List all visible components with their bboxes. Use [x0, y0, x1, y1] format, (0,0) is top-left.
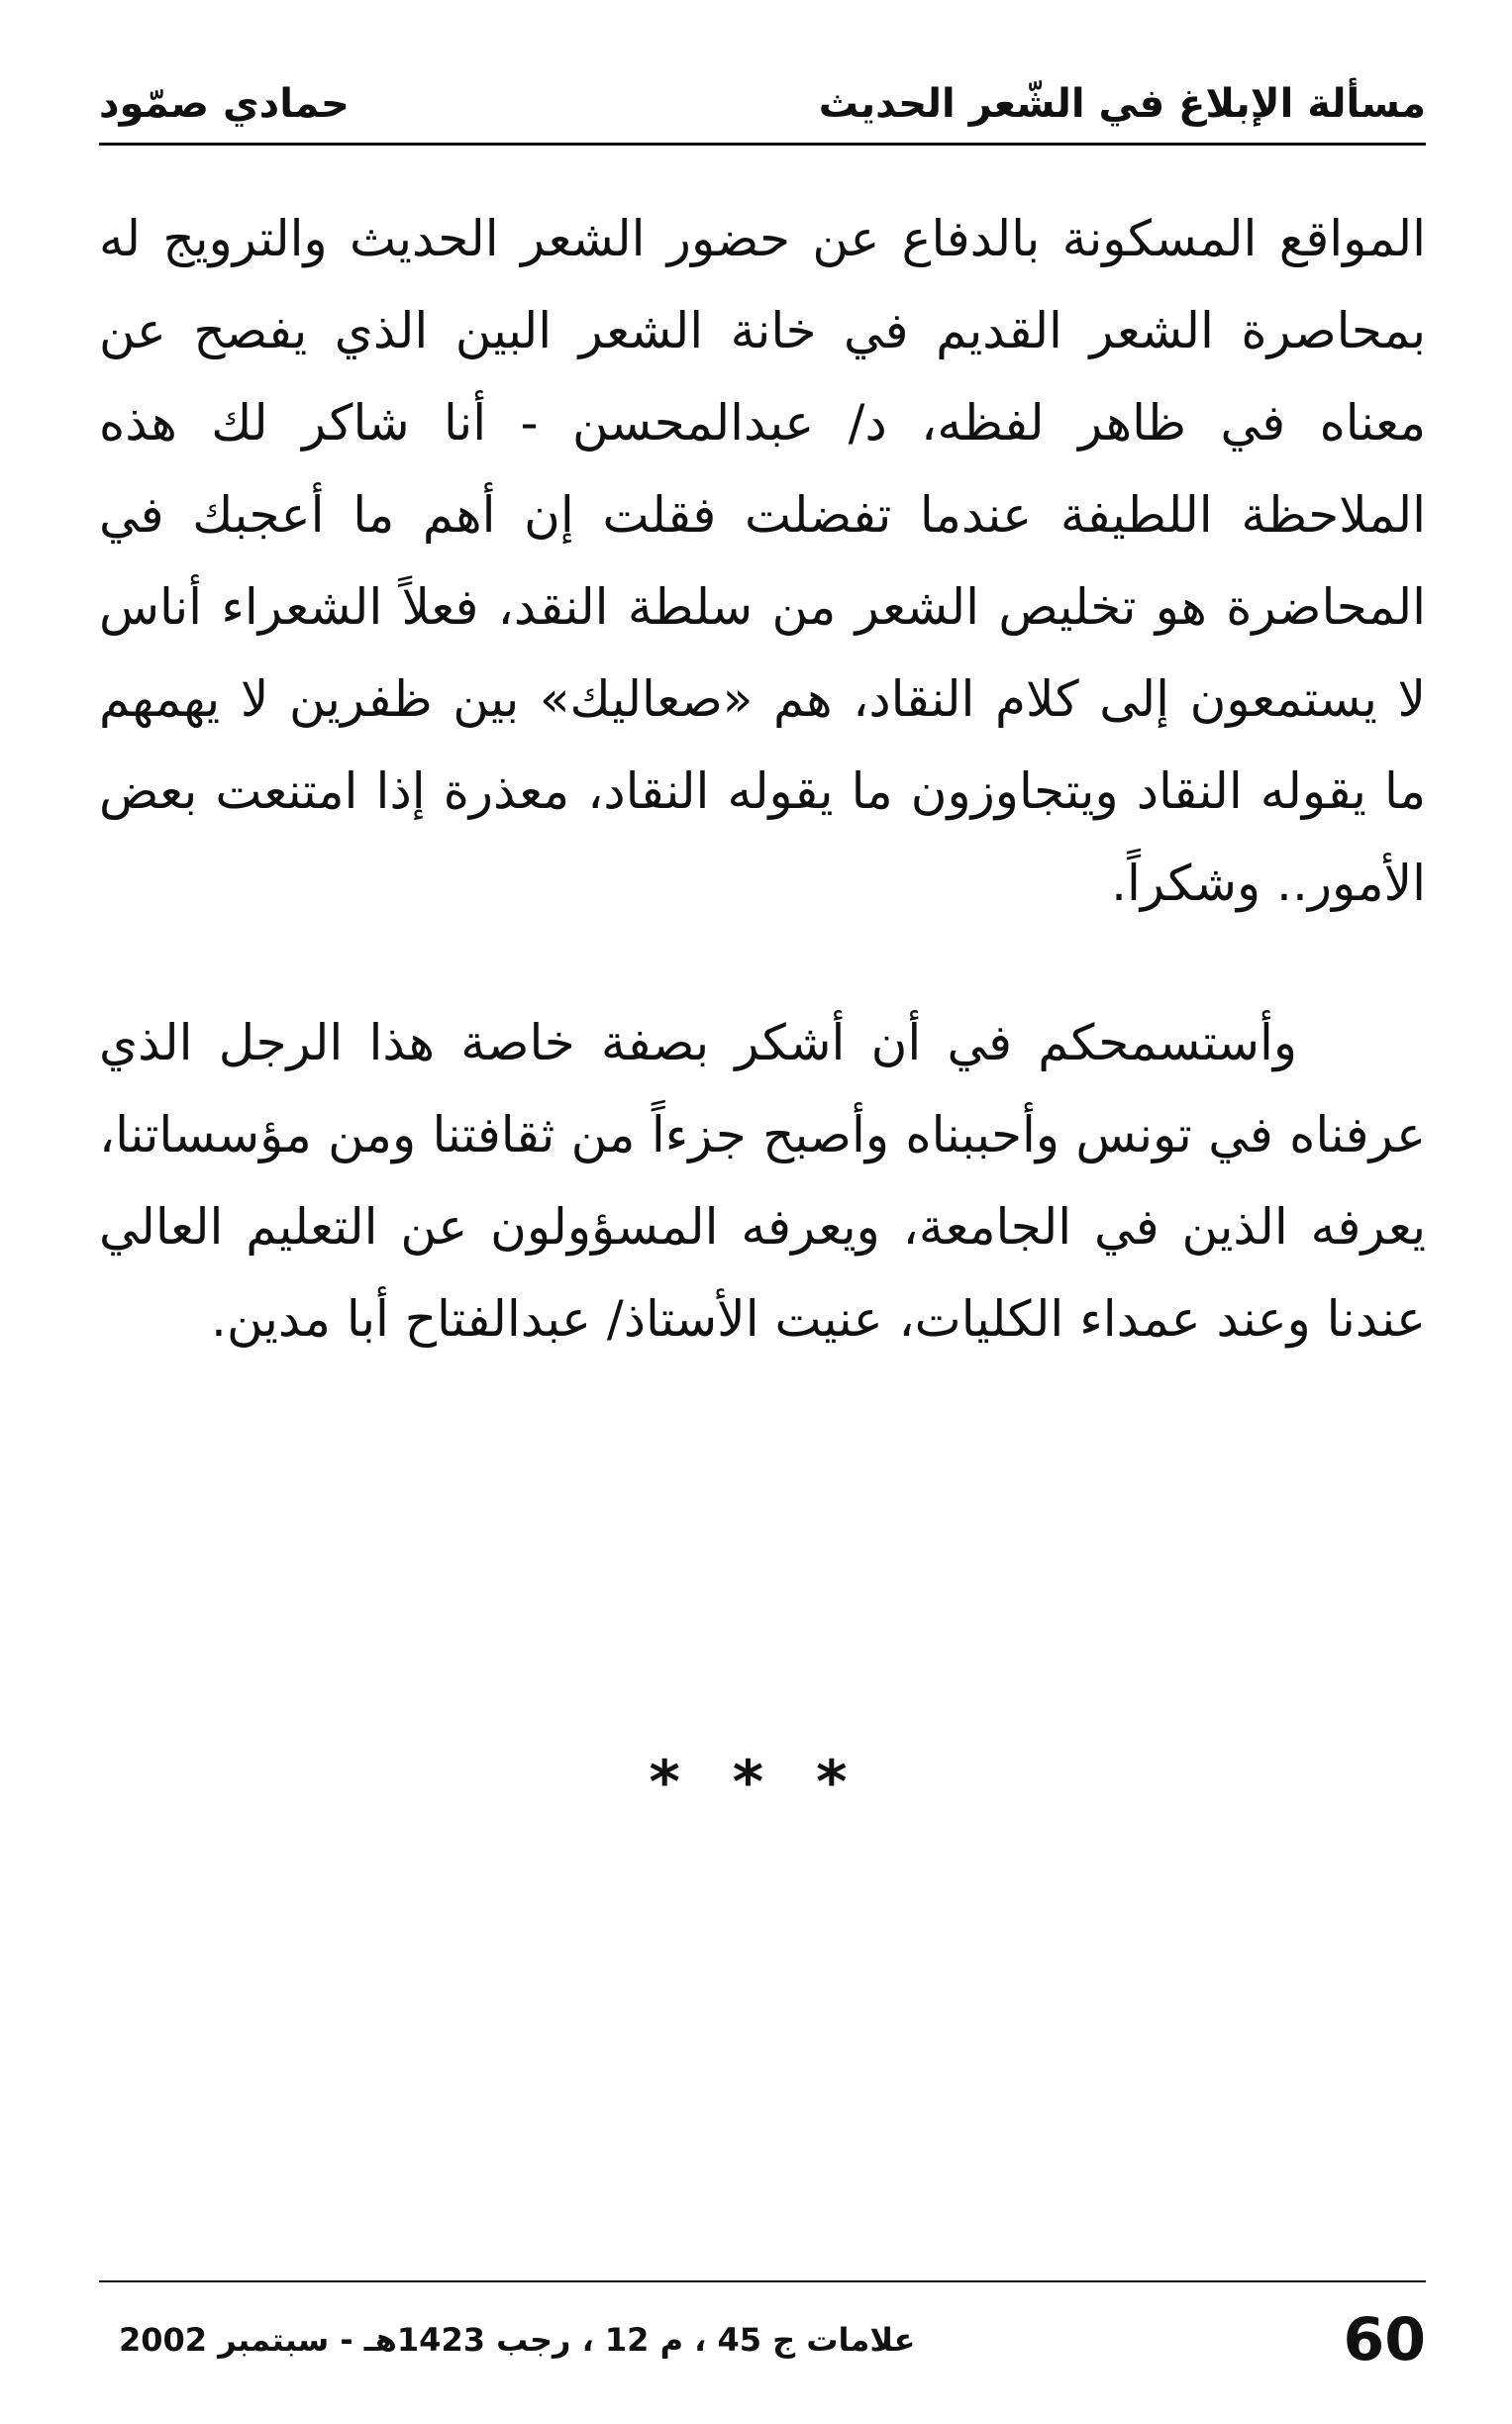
journal-info: علامات ج 45 ، م 12 ، رجب 1423هـ - سبتمبر 2002: [119, 2321, 916, 2359]
section-divider-stars: * * *: [649, 1748, 863, 1817]
footer-divider: [99, 2280, 1426, 2282]
page-footer: [99, 2295, 1426, 2384]
page-number: 60: [1343, 2305, 1426, 2374]
running-header: [99, 69, 1426, 139]
running-title: مسألة الإبلاغ في الشّعر الحديث: [818, 81, 1426, 127]
running-author: حمادي صمّود: [99, 81, 350, 127]
paragraph-2: وأستسمحكم في أن أشكر بصفة خاصة هذا الرجل الذي عرفناه في تونس وأحببناه وأصبح جزءاً من ثقافتنا ومن مؤسساتنا، يعرفه الذين في الجامعة، ويعرفه المسؤولون عن التعليم العالي عندنا وعند عمداء الكليات، عنيت الأستاذ/ عبدالفتاح أبا مدين.: [99, 1014, 1426, 1348]
paragraph-1: المواقع المسكونة بالدفاع عن حضور الشعر الحديث والترويج له بمحاصرة الشعر القديم في خانة الشعر البين الذي يفصح عن معناه في ظاهر لفظه، د/ عبدالمحسن - أنا شاكر لك هذه الملاحظة اللطيفة عندما تفضلت فقلت إن أهم ما أعجبك في المحاضرة هو تخليص الشعر من سلطة النقد، فعلاً الشعراء أناس لا يستمعون إلى كلام النقاد، هم «صعاليك» بين ظفرين لا يهمهم ما يقوله النقاد ويتجاوزون ما يقوله النقاد، معذرة إذا امتنعت بعض الأمور.. وشكراً.: [99, 210, 1426, 912]
header-divider: [99, 143, 1426, 146]
